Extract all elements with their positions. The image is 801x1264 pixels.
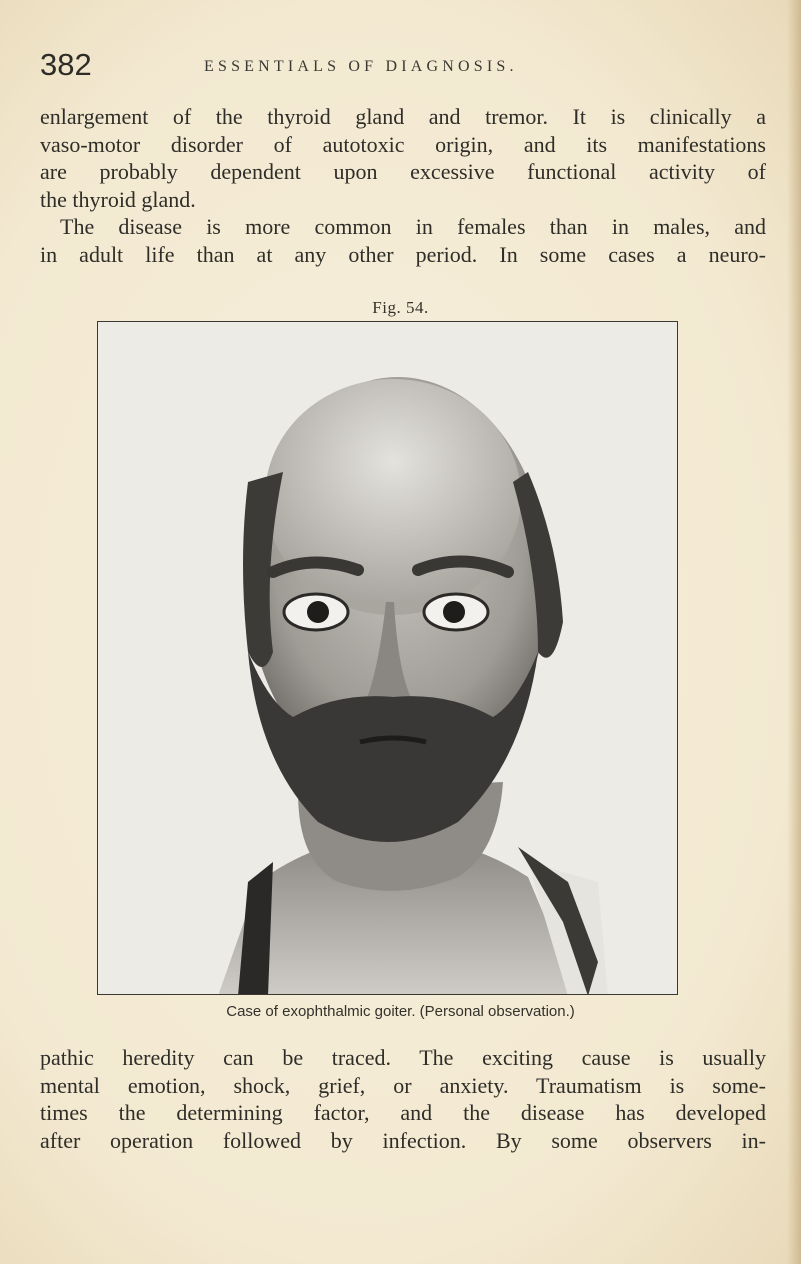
text-line: mental emotion, shock, grief, or anxiety. Traumatism is some- [40, 1072, 766, 1098]
text-line: enlargement of the thyroid gland and tremor. It is clinically a [40, 104, 766, 129]
portrait-illustration [98, 322, 678, 995]
text-line: the thyroid gland. [40, 186, 196, 212]
figure-label: Fig. 54. [372, 298, 429, 317]
page-edge-shadow [787, 0, 801, 1264]
right-pupil [443, 601, 465, 623]
page-header [40, 47, 760, 83]
page-number: 382 [40, 47, 92, 82]
running-head: ESSENTIALS OF DIAGNOSIS. [204, 58, 518, 75]
figure-caption: Case of exophthalmic goiter. (Personal observation.) [226, 1003, 575, 1020]
text-line: times the determining factor, and the disease has developed [40, 1100, 766, 1125]
left-pupil [307, 601, 329, 623]
paragraph-bottom [40, 1044, 766, 1154]
text-line: pathic heredity can be traced. The exciting cause is usually [40, 1045, 766, 1070]
scalp-shape [265, 379, 521, 615]
text-line: are probably dependent upon excessive functional activity of [40, 159, 766, 184]
text-line: vaso-motor disorder of autotoxic origin, and its manifestations [40, 131, 766, 157]
text-line: after operation followed by infection. By some observers in- [40, 1127, 766, 1153]
text-line: in adult life than at any other period. In some cases a neuro- [40, 241, 766, 267]
figure-photograph [97, 321, 678, 995]
paragraph-top [40, 103, 766, 268]
text-line: The disease is more common in females than in males, and [60, 214, 766, 239]
